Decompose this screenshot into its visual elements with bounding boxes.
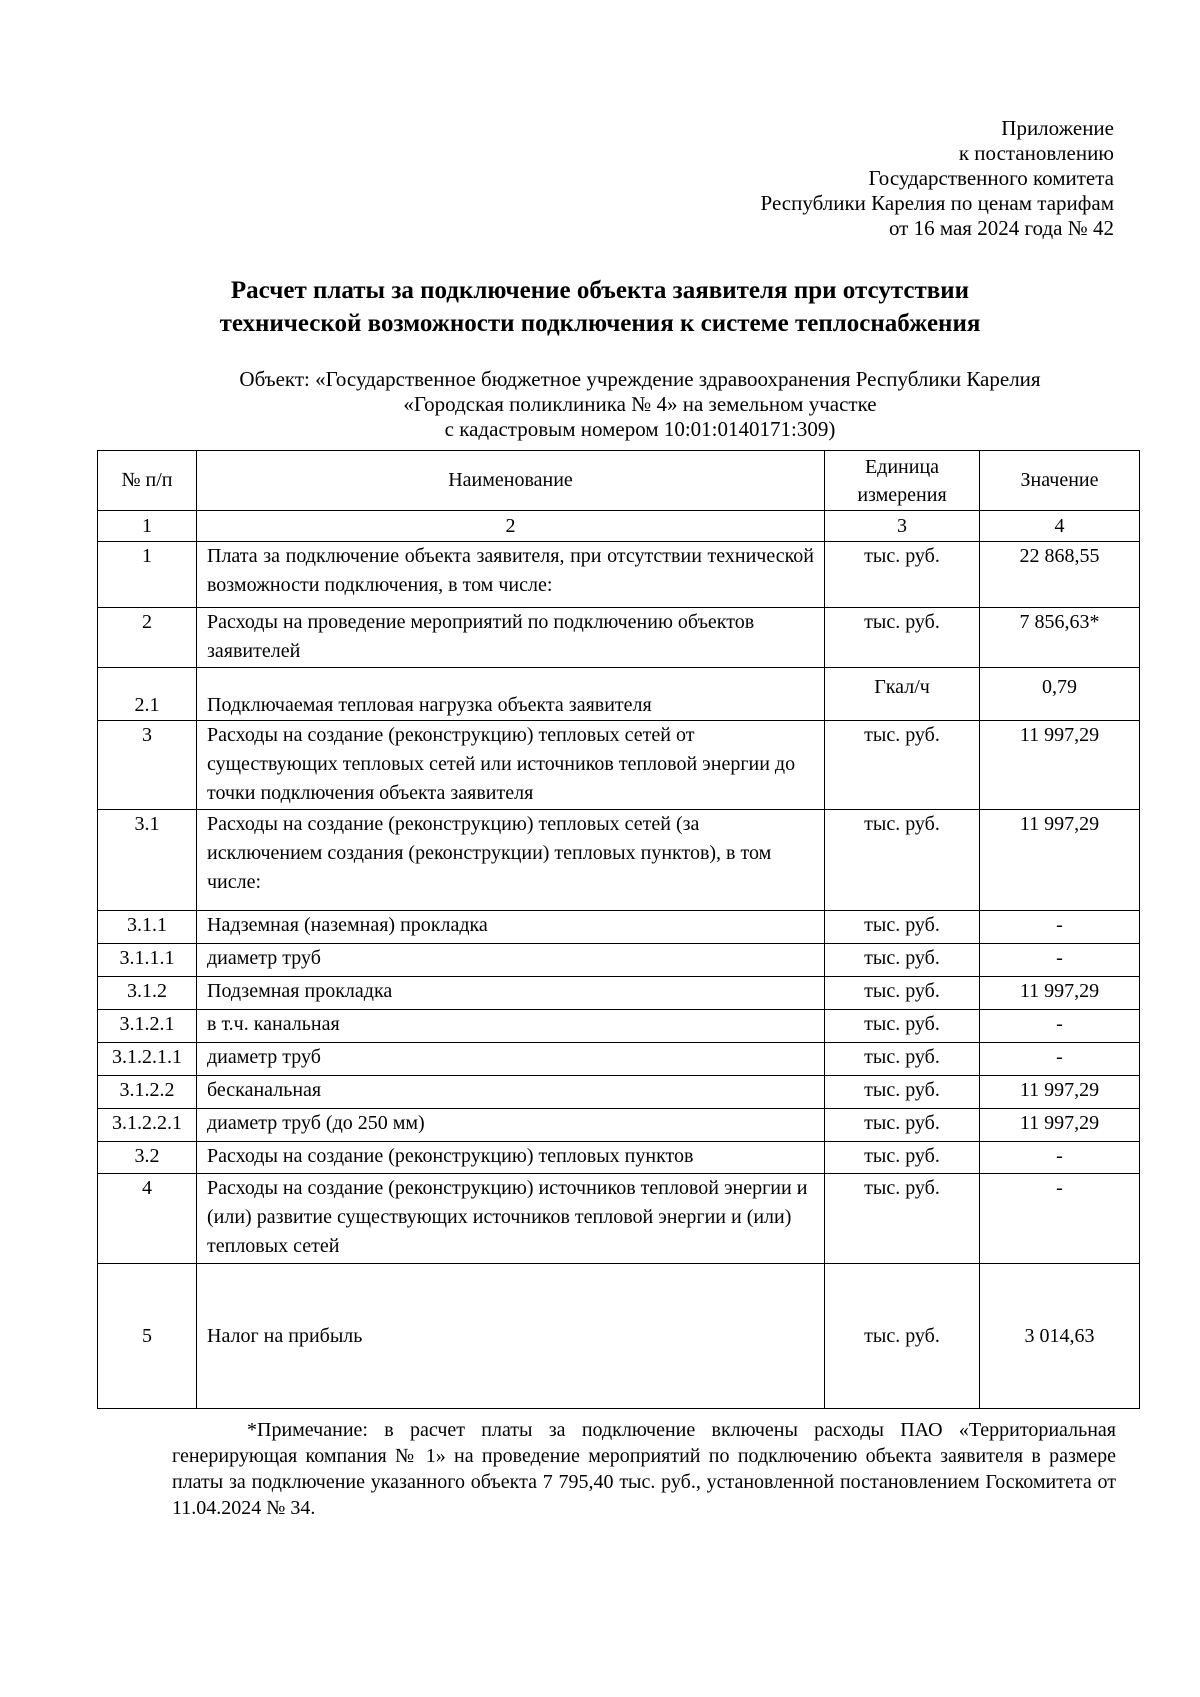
row-num: 5	[98, 1264, 197, 1409]
column-number: 4	[980, 511, 1140, 542]
footnote: *Примечание: в расчет платы за подключение включены расходы ПАО «Территориальная генерирующая компания № 1» на проведение мероприятий по подключению объекта заявителя в размере платы за подключение указанного объекта 7 795,40 тыс. руб., установленной постановлением Госкомитета от 11.04.2024 № 34.	[172, 1419, 1116, 1519]
header-value: Значение	[980, 451, 1140, 511]
row-unit: тыс. руб.	[825, 1043, 980, 1076]
row-name: диаметр труб	[197, 944, 825, 977]
row-name: диаметр труб	[197, 1043, 825, 1076]
row-value: 7 856,63*	[980, 608, 1140, 668]
table-row	[98, 1043, 1140, 1076]
row-num: 3.1.2	[98, 977, 197, 1010]
row-unit: тыс. руб.	[825, 810, 980, 911]
title-line: технической возможности подключения к системе теплоснабжения	[219, 310, 981, 337]
row-value: 11 997,29	[980, 721, 1140, 810]
row-value: 11 997,29	[980, 1076, 1140, 1109]
row-name: диаметр труб (до 250 мм)	[197, 1109, 825, 1142]
object-description	[170, 367, 1110, 442]
row-unit: тыс. руб.	[825, 911, 980, 944]
row-value: -	[980, 1043, 1140, 1076]
row-num: 2	[98, 608, 197, 668]
table-row	[98, 1109, 1140, 1142]
row-unit: тыс. руб.	[825, 944, 980, 977]
table-row	[98, 542, 1140, 608]
appendix-line: от 16 мая 2024 года № 42	[888, 216, 1114, 240]
column-number: 3	[825, 511, 980, 542]
appendix-line: Приложение	[1001, 116, 1114, 140]
row-name: Подземная прокладка	[197, 977, 825, 1010]
row-unit: тыс. руб.	[825, 1076, 980, 1109]
row-unit: тыс. руб.	[825, 1010, 980, 1043]
row-value: -	[980, 1142, 1140, 1174]
row-unit: тыс. руб.	[825, 1142, 980, 1174]
row-num: 3.1.2.2.1	[98, 1109, 197, 1142]
row-unit: тыс. руб.	[825, 977, 980, 1010]
table-row	[98, 977, 1140, 1010]
table-row	[98, 721, 1140, 810]
row-unit: тыс. руб.	[825, 1264, 980, 1409]
column-number: 1	[98, 511, 197, 542]
row-unit: тыс. руб.	[825, 1109, 980, 1142]
row-num: 3.2	[98, 1142, 197, 1174]
row-name: Подключаемая тепловая нагрузка объекта заявителя	[197, 668, 825, 721]
row-unit: тыс. руб.	[825, 542, 980, 608]
appendix-line: Государственного комитета	[868, 166, 1114, 190]
object-line: Объект: «Государственное бюджетное учреждение здравоохранения Республики Карелия	[239, 367, 1041, 391]
table-row	[98, 608, 1140, 668]
header-num: № п/п	[98, 451, 197, 511]
table-header-row	[98, 451, 1140, 511]
row-name: Надземная (наземная) прокладка	[197, 911, 825, 944]
row-name: в т.ч. канальная	[197, 1010, 825, 1043]
row-name: Расходы на проведение мероприятий по подключению объектов заявителей	[197, 608, 825, 668]
row-name: Расходы на создание (реконструкцию) тепловых сетей от существующих тепловых сетей или источников тепловой энергии до точки подключения объекта заявителя	[197, 721, 825, 810]
row-value: -	[980, 911, 1140, 944]
header-name: Наименование	[197, 451, 825, 511]
row-unit: Гкал/ч	[825, 668, 980, 721]
object-line: с кадастровым номером 10:01:0140171:309)	[444, 417, 836, 441]
appendix-block	[761, 116, 1114, 241]
object-line: «Городская поликлиника № 4» на земельном участке	[403, 392, 877, 416]
row-unit: тыс. руб.	[825, 1174, 980, 1264]
row-value: -	[980, 1174, 1140, 1264]
row-value: 11 997,29	[980, 810, 1140, 911]
row-unit: тыс. руб.	[825, 721, 980, 810]
row-num: 4	[98, 1174, 197, 1264]
row-name: Плата за подключение объекта заявителя, при отсутствии технической возможности подключения, в том числе:	[197, 542, 825, 608]
row-name: Расходы на создание (реконструкцию) тепловых пунктов	[197, 1142, 825, 1174]
row-num: 3.1.2.1	[98, 1010, 197, 1043]
table-row	[98, 1010, 1140, 1043]
row-num: 3.1.1	[98, 911, 197, 944]
row-num: 3.1.2.2	[98, 1076, 197, 1109]
table-row	[98, 1264, 1140, 1409]
table-row	[98, 810, 1140, 911]
table-row	[98, 911, 1140, 944]
row-num: 3.1.2.1.1	[98, 1043, 197, 1076]
table-row	[98, 1174, 1140, 1264]
table-row	[98, 944, 1140, 977]
row-name: Расходы на создание (реконструкцию) тепловых сетей (за исключением создания (реконструкции) тепловых пунктов), в том числе:	[197, 810, 825, 911]
document-title	[0, 274, 1200, 340]
row-num: 2.1	[98, 668, 197, 721]
row-value: 11 997,29	[980, 1109, 1140, 1142]
row-num: 1	[98, 542, 197, 608]
row-value: -	[980, 944, 1140, 977]
title-line: Расчет платы за подключение объекта заявителя при отсутствии	[230, 277, 970, 304]
header-unit: Единица измерения	[825, 451, 980, 511]
calculation-table	[97, 450, 1140, 1409]
row-value: 3 014,63	[980, 1264, 1140, 1409]
row-name: бесканальная	[197, 1076, 825, 1109]
column-numbers-row	[98, 511, 1140, 542]
column-number: 2	[197, 511, 825, 542]
row-value: 22 868,55	[980, 542, 1140, 608]
row-num: 3.1.1.1	[98, 944, 197, 977]
row-value: 11 997,29	[980, 977, 1140, 1010]
row-value: -	[980, 1010, 1140, 1043]
row-value: 0,79	[980, 668, 1140, 721]
table-row	[98, 1076, 1140, 1109]
appendix-line: Республики Карелия по ценам тарифам	[760, 191, 1114, 215]
table-row	[98, 1142, 1140, 1174]
row-name: Налог на прибыль	[197, 1264, 825, 1409]
row-num: 3.1	[98, 810, 197, 911]
appendix-line: к постановлению	[958, 141, 1114, 165]
row-unit: тыс. руб.	[825, 608, 980, 668]
table-row	[98, 668, 1140, 721]
row-name: Расходы на создание (реконструкцию) источников тепловой энергии и (или) развитие существующих источников тепловой энергии и (или) тепловых сетей	[197, 1174, 825, 1264]
row-num: 3	[98, 721, 197, 810]
